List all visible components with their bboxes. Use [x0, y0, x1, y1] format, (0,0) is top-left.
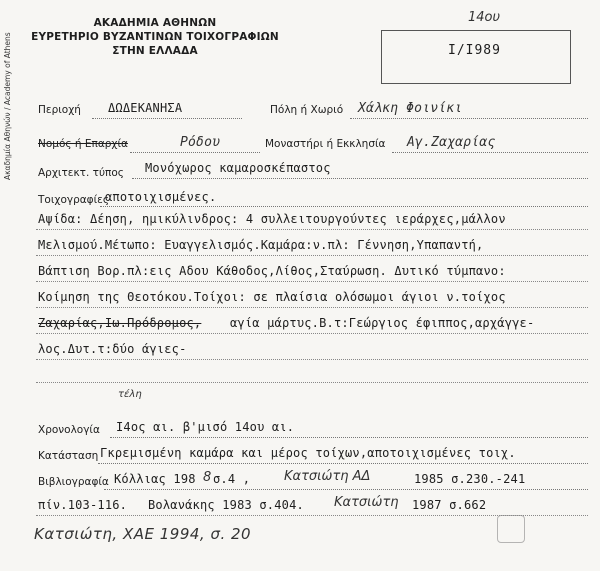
frescoes-dotted-line [100, 206, 588, 207]
catalog-number: I/I989 [448, 43, 501, 58]
chronology-handwritten-note: τέλη [118, 389, 142, 400]
bibliography-line-2a: πίν.103-116. [38, 498, 128, 512]
chronology-value: I4ος αι. β'μισό 14ου αι. [116, 420, 295, 434]
condition-value: Γκρεμισμένη καμάρα και μέρος τοίχων,αποτοιχισμένες τοιχ. [100, 446, 516, 460]
description-rule-1 [36, 229, 588, 230]
church-value: Αγ.Ζαχαρίας [407, 135, 496, 150]
description-rule-2 [36, 255, 588, 256]
description-line-2: Μελισμού.Μέτωπο: Ευαγγελισμός.Καμάρα:ν.πλ: Γέννηση,Υπαπαντή, [38, 238, 484, 252]
description-rule-4 [36, 307, 588, 308]
chronology-label: Χρονολογία [38, 424, 100, 436]
region-dotted-line [92, 118, 242, 119]
town-dotted-line [350, 118, 588, 119]
bibliography-line-1a: Κόλλιας 198 [114, 472, 196, 486]
region-label: Περιοχή [38, 104, 81, 116]
description-rule-7 [36, 382, 588, 383]
archive-stamp-icon [497, 515, 525, 543]
condition-label: Κατάσταση [38, 450, 99, 462]
prefecture-label: Νομός ή Επαρχία [38, 138, 128, 150]
description-rule-3 [36, 281, 588, 282]
bibliography-line-1c: 1985 σ.230.-241 [414, 472, 526, 486]
town-label: Πόλη ή Χωριό [270, 104, 344, 116]
bibliography-label: Βιβλιογραφία [38, 476, 109, 488]
description-rule-6 [36, 359, 588, 360]
condition-dotted-line [98, 463, 588, 464]
side-watermark-text: Ακαδημία Αθηνών / Academy of Athens [3, 32, 12, 180]
bottom-handwritten-reference: Κατσιώτη, ΧΑΕ 1994, σ. 20 [34, 525, 252, 543]
town-value: Χάλκη Φοινίκι [358, 101, 463, 116]
description-line-5a: Ζαχαρίας,Ιω.Πρόδρομος, [38, 316, 202, 330]
bibliography-dotted-line-1 [104, 489, 588, 490]
prefecture-value: Ρόδου [180, 135, 221, 150]
church-label: Μοναστήρι ή Εκκλησία [265, 138, 386, 150]
header-line-1: ΑΚΑΔΗΜΙΑ ΑΘΗΝΩΝ [93, 17, 217, 29]
prefecture-dotted-line [130, 152, 260, 153]
bibliography-handwritten-digit: 8 [203, 470, 212, 485]
church-dotted-line [392, 152, 588, 153]
description-line-1: Αψίδα: Δέηση, ημικύλινδρος: 4 συλλειτουργούντες ιεράρχες,μάλλον [38, 212, 506, 226]
header-line-3: ΣΤΗΝ ΕΛΛΑΔΑ [112, 45, 198, 57]
bibliography-line-2b: Βολανάκης 1983 σ.404. [148, 498, 304, 512]
description-line-5b: αγία μάρτυς.Β.τ:Γεώργιος έφιππος,αρχάγγε- [230, 316, 535, 330]
description-line-4: Κοίμηση της Θεοτόκου.Τοίχοι: σε πλαίσια ολόσωμοι άγιοι ν.τοίχος [38, 290, 506, 304]
description-line-6: λος.Δυτ.τ:δύο άγιες- [38, 342, 187, 356]
bibliography-line-2c: 1987 σ.662 [412, 498, 487, 512]
header-line-2: ΕΥΡΕΤΗΡΙΟ ΒΥΖΑΝΤΙΝΩΝ ΤΟΙΧΟΓΡΑΦΙΩΝ [31, 31, 279, 43]
description-rule-5 [36, 333, 588, 334]
frescoes-value: αποτοιχισμένες. [105, 190, 217, 204]
description-line-3: Βάπτιση Βορ.πλ:εις Αδου Κάθοδος,Λίθος,Σταύρωση. Δυτικό τύμπανο: [38, 264, 506, 278]
bibliography-line-1b: σ.4 , [213, 472, 251, 486]
frescoes-label: Τοιχογραφίες [38, 194, 109, 206]
chronology-dotted-line [110, 437, 588, 438]
institution-header [30, 16, 280, 58]
architecture-value: Μονόχωρος καμαροσκέπαστος [145, 161, 331, 175]
architecture-label: Αρχιτεκτ. τύπος [38, 167, 124, 179]
bibliography-handwritten-author-1: Κατσιώτη ΑΔ [284, 469, 371, 484]
architecture-dotted-line [132, 178, 588, 179]
region-value: ΔΩΔΕΚΑΝΗΣΑ [108, 101, 183, 115]
bibliography-handwritten-author-2: Κατσιώτη [334, 495, 399, 510]
century-note: 14ου [468, 10, 501, 25]
